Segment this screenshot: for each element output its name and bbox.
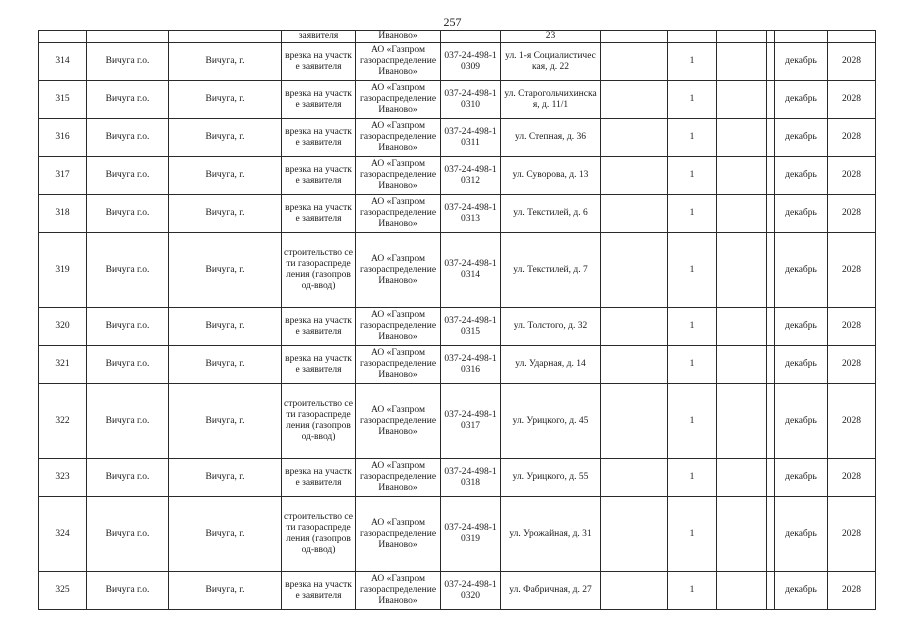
cell-code: 037-24-498-10311 — [441, 119, 501, 157]
table-row — [39, 195, 876, 233]
cell-settlement: Вичуга, г. — [169, 459, 282, 497]
cell-month: декабрь — [775, 384, 828, 459]
cell-address: ул. Урицкого, д. 55 — [501, 459, 601, 497]
cell-number: 322 — [39, 384, 87, 459]
cell-empty-11 — [767, 497, 775, 572]
cell-empty-8 — [601, 31, 668, 43]
cell-district: Вичуга г.о. — [87, 157, 169, 195]
cell-number: 315 — [39, 81, 87, 119]
cell-empty-8 — [601, 308, 668, 346]
cell-year: 2028 — [828, 346, 876, 384]
cell-address: ул. Суворова, д. 13 — [501, 157, 601, 195]
cell-work-type: заявителя — [282, 31, 356, 43]
cell-quantity: 1 — [668, 308, 717, 346]
cell-month: декабрь — [775, 346, 828, 384]
cell-empty-11 — [767, 195, 775, 233]
cell-number: 324 — [39, 497, 87, 572]
cell-year: 2028 — [828, 459, 876, 497]
cell-settlement: Вичуга, г. — [169, 308, 282, 346]
cell-empty-10 — [717, 157, 767, 195]
cell-organization: АО «Газпром газораспределение Иваново» — [356, 157, 441, 195]
cell-number: 314 — [39, 43, 87, 81]
cell-organization: АО «Газпром газораспределение Иваново» — [356, 81, 441, 119]
cell-empty-11 — [767, 119, 775, 157]
cell-organization: АО «Газпром газораспределение Иваново» — [356, 195, 441, 233]
cell-year: 2028 — [828, 233, 876, 308]
cell-empty-11 — [767, 572, 775, 610]
cell-settlement: Вичуга, г. — [169, 119, 282, 157]
cell-year: 2028 — [828, 195, 876, 233]
cell-work-type: строительство сети газораспределения (газопровод-ввод) — [282, 497, 356, 572]
cell-work-type: врезка на участке заявителя — [282, 572, 356, 610]
cell-district: Вичуга г.о. — [87, 497, 169, 572]
cell-address: ул. Текстилей, д. 7 — [501, 233, 601, 308]
continuation-row — [39, 31, 876, 43]
cell-settlement — [169, 31, 282, 43]
cell-month: декабрь — [775, 459, 828, 497]
cell-address: ул. Степная, д. 36 — [501, 119, 601, 157]
cell-month: декабрь — [775, 43, 828, 81]
cell-work-type: врезка на участке заявителя — [282, 81, 356, 119]
cell-empty-10 — [717, 31, 767, 43]
cell-empty-11 — [767, 81, 775, 119]
cell-district: Вичуга г.о. — [87, 384, 169, 459]
cell-code: 037-24-498-10320 — [441, 572, 501, 610]
cell-quantity: 1 — [668, 384, 717, 459]
table-row — [39, 346, 876, 384]
cell-settlement: Вичуга, г. — [169, 572, 282, 610]
cell-quantity: 1 — [668, 43, 717, 81]
cell-empty-10 — [717, 119, 767, 157]
cell-empty-8 — [601, 233, 668, 308]
cell-quantity: 1 — [668, 572, 717, 610]
cell-district: Вичуга г.о. — [87, 119, 169, 157]
cell-month: декабрь — [775, 81, 828, 119]
cell-quantity: 1 — [668, 119, 717, 157]
cell-organization: АО «Газпром газораспределение Иваново» — [356, 497, 441, 572]
cell-district: Вичуга г.о. — [87, 195, 169, 233]
cell-empty-10 — [717, 497, 767, 572]
table-row — [39, 119, 876, 157]
cell-empty-11 — [767, 31, 775, 43]
cell-number: 316 — [39, 119, 87, 157]
cell-empty-8 — [601, 384, 668, 459]
cell-district: Вичуга г.о. — [87, 308, 169, 346]
cell-empty-12 — [775, 31, 828, 43]
cell-work-type: врезка на участке заявителя — [282, 43, 356, 81]
cell-district: Вичуга г.о. — [87, 572, 169, 610]
cell-empty-11 — [767, 384, 775, 459]
cell-quantity: 1 — [668, 81, 717, 119]
cell-code — [441, 31, 501, 43]
cell-settlement: Вичуга, г. — [169, 346, 282, 384]
cell-organization: АО «Газпром газораспределение Иваново» — [356, 233, 441, 308]
cell-year: 2028 — [828, 81, 876, 119]
cell-quantity: 1 — [668, 497, 717, 572]
cell-number: 319 — [39, 233, 87, 308]
cell-code: 037-24-498-10315 — [441, 308, 501, 346]
table-row — [39, 233, 876, 308]
cell-empty-13 — [828, 31, 876, 43]
cell-work-type: врезка на участке заявителя — [282, 195, 356, 233]
cell-work-type: врезка на участке заявителя — [282, 459, 356, 497]
cell-empty-10 — [717, 195, 767, 233]
cell-code: 037-24-498-10317 — [441, 384, 501, 459]
cell-quantity: 1 — [668, 157, 717, 195]
cell-district: Вичуга г.о. — [87, 233, 169, 308]
cell-empty-8 — [601, 157, 668, 195]
cell-work-type: врезка на участке заявителя — [282, 157, 356, 195]
cell-organization: АО «Газпром газораспределение Иваново» — [356, 119, 441, 157]
cell-year: 2028 — [828, 497, 876, 572]
cell-number: 320 — [39, 308, 87, 346]
cell-settlement: Вичуга, г. — [169, 384, 282, 459]
cell-empty-8 — [601, 459, 668, 497]
table-row — [39, 43, 876, 81]
cell-address: ул. Фабричная, д. 27 — [501, 572, 601, 610]
cell-address: ул. Ударная, д. 14 — [501, 346, 601, 384]
cell-organization: Иваново» — [356, 31, 441, 43]
cell-district: Вичуга г.о. — [87, 43, 169, 81]
cell-year: 2028 — [828, 572, 876, 610]
cell-address: ул. Толстого, д. 32 — [501, 308, 601, 346]
cell-number: 325 — [39, 572, 87, 610]
cell-settlement: Вичуга, г. — [169, 497, 282, 572]
cell-number — [39, 31, 87, 43]
cell-district: Вичуга г.о. — [87, 346, 169, 384]
cell-year: 2028 — [828, 308, 876, 346]
cell-district: Вичуга г.о. — [87, 81, 169, 119]
cell-code: 037-24-498-10314 — [441, 233, 501, 308]
cell-work-type: врезка на участке заявителя — [282, 308, 356, 346]
cell-empty-11 — [767, 459, 775, 497]
cell-empty-10 — [717, 459, 767, 497]
cell-empty-11 — [767, 346, 775, 384]
table-row — [39, 459, 876, 497]
cell-year: 2028 — [828, 157, 876, 195]
cell-month: декабрь — [775, 119, 828, 157]
page-number: 257 — [443, 15, 462, 29]
cell-number: 321 — [39, 346, 87, 384]
cell-code: 037-24-498-10310 — [441, 81, 501, 119]
cell-empty-9 — [668, 31, 717, 43]
cell-year: 2028 — [828, 43, 876, 81]
cell-address: ул. Урицкого, д. 45 — [501, 384, 601, 459]
cell-empty-8 — [601, 81, 668, 119]
cell-district — [87, 31, 169, 43]
table-row — [39, 384, 876, 459]
cell-district: Вичуга г.о. — [87, 459, 169, 497]
table-row — [39, 572, 876, 610]
cell-code: 037-24-498-10318 — [441, 459, 501, 497]
cell-quantity: 1 — [668, 195, 717, 233]
cell-code: 037-24-498-10313 — [441, 195, 501, 233]
cell-work-type: врезка на участке заявителя — [282, 119, 356, 157]
cell-organization: АО «Газпром газораспределение Иваново» — [356, 572, 441, 610]
cell-organization: АО «Газпром газораспределение Иваново» — [356, 459, 441, 497]
cell-settlement: Вичуга, г. — [169, 195, 282, 233]
cell-empty-10 — [717, 346, 767, 384]
cell-year: 2028 — [828, 119, 876, 157]
cell-number: 317 — [39, 157, 87, 195]
cell-month: декабрь — [775, 233, 828, 308]
cell-quantity: 1 — [668, 459, 717, 497]
cell-work-type: строительство сети газораспределения (газопровод-ввод) — [282, 384, 356, 459]
table-row — [39, 81, 876, 119]
cell-empty-8 — [601, 497, 668, 572]
cell-empty-10 — [717, 384, 767, 459]
cell-empty-10 — [717, 81, 767, 119]
cell-month: декабрь — [775, 572, 828, 610]
cell-empty-8 — [601, 346, 668, 384]
cell-year: 2028 — [828, 384, 876, 459]
table-row — [39, 308, 876, 346]
cell-empty-8 — [601, 43, 668, 81]
cell-address: ул. Текстилей, д. 6 — [501, 195, 601, 233]
cell-code: 037-24-498-10309 — [441, 43, 501, 81]
cell-month: декабрь — [775, 308, 828, 346]
cell-empty-10 — [717, 572, 767, 610]
cell-work-type: строительство сети газораспределения (газопровод-ввод) — [282, 233, 356, 308]
cell-organization: АО «Газпром газораспределение Иваново» — [356, 346, 441, 384]
cell-month: декабрь — [775, 157, 828, 195]
cell-empty-11 — [767, 308, 775, 346]
cell-month: декабрь — [775, 497, 828, 572]
cell-month: декабрь — [775, 195, 828, 233]
cell-empty-11 — [767, 233, 775, 308]
cell-empty-8 — [601, 119, 668, 157]
cell-empty-11 — [767, 43, 775, 81]
table-row — [39, 157, 876, 195]
cell-address: 23 — [501, 31, 601, 43]
cell-number: 318 — [39, 195, 87, 233]
cell-quantity: 1 — [668, 233, 717, 308]
cell-organization: АО «Газпром газораспределение Иваново» — [356, 308, 441, 346]
cell-quantity: 1 — [668, 346, 717, 384]
cell-settlement: Вичуга, г. — [169, 233, 282, 308]
cell-address: ул. Урожайная, д. 31 — [501, 497, 601, 572]
cell-empty-8 — [601, 195, 668, 233]
cell-organization: АО «Газпром газораспределение Иваново» — [356, 43, 441, 81]
cell-work-type: врезка на участке заявителя — [282, 346, 356, 384]
cell-empty-10 — [717, 233, 767, 308]
cell-code: 037-24-498-10316 — [441, 346, 501, 384]
cell-address: ул. 1-я Социалистическая, д. 22 — [501, 43, 601, 81]
cell-organization: АО «Газпром газораспределение Иваново» — [356, 384, 441, 459]
cell-empty-10 — [717, 308, 767, 346]
cell-settlement: Вичуга, г. — [169, 81, 282, 119]
cell-empty-8 — [601, 572, 668, 610]
gas-connection-table — [38, 30, 876, 610]
cell-code: 037-24-498-10312 — [441, 157, 501, 195]
cell-code: 037-24-498-10319 — [441, 497, 501, 572]
cell-empty-11 — [767, 157, 775, 195]
cell-empty-10 — [717, 43, 767, 81]
cell-number: 323 — [39, 459, 87, 497]
table-row — [39, 497, 876, 572]
cell-settlement: Вичуга, г. — [169, 157, 282, 195]
cell-settlement: Вичуга, г. — [169, 43, 282, 81]
cell-address: ул. Старогольчихинская, д. 11/1 — [501, 81, 601, 119]
